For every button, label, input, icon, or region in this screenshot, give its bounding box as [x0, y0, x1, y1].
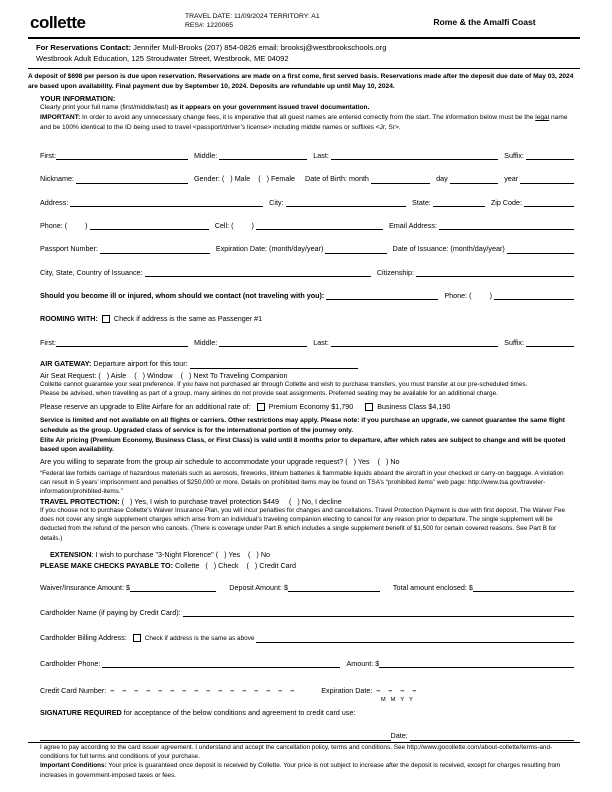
first-name-label: First:	[40, 337, 56, 347]
suffix-label: Suffix:	[504, 150, 526, 160]
address-row	[40, 198, 574, 207]
air-gateway-label: AIR GATEWAY:	[40, 359, 94, 369]
state-label: State:	[412, 197, 433, 207]
important-conditions-label: Important Conditions:	[40, 762, 107, 770]
elite-air-pricing-note: Elite Air pricing (Premium Economy, Business Class, or First Class) is valid until 8 months prior to departure, after which rates are subject to change and will be quoted based upon availability.	[40, 436, 566, 454]
waiver-amount-label: Waiver/Insurance Amount: $	[40, 582, 131, 592]
air-gateway-row	[40, 359, 574, 368]
emergency-contact-row	[40, 291, 574, 300]
charge-amount-field[interactable]	[379, 659, 574, 668]
cardholder-phone-label: Cardholder Phone:	[40, 658, 103, 668]
deposit-notice: A deposit of $698 per person is due upon reservation. Reservations are made on a first come, first served basis. Reservations made after the deposit due date of May 03, 2024 are based upon availability. Final payment due by September 10, 2024. Deposits are refundable up until May 10, 2024.	[28, 73, 574, 90]
citizenship-label: Citizenship:	[376, 267, 416, 277]
total-amount-field[interactable]	[473, 583, 574, 592]
card-expiration-field[interactable]	[376, 686, 417, 704]
passport-row	[40, 244, 574, 253]
federal-law-note: “Federal law forbids carriage of hazardous materials such as aerosols, fireworks, lithium batteries & flammable liquids aboard the aircraft in your checked or carry-on baggage. A violation can result in 5 years’ imprisonment and penalties of $250,000 or more. Details on prohibited items may be found on TSA’s “prohibited items” web page: http://www.tsa.gov/traveler-information/prohibited-items.”	[40, 469, 564, 496]
your-information-heading: YOUR INFORMATION:	[40, 93, 116, 103]
emergency-contact-label: Should you become ill or injured, whom should we contact (not traveling with you):	[40, 291, 327, 301]
important-pre: In order to avoid any unnecessary change fees, it is imperative that all guest names are entered correctly from the start. The information below must be the	[80, 114, 536, 122]
extension-row	[40, 550, 574, 559]
card-expiration-label: Expiration Date:	[321, 686, 377, 696]
emergency-phone-field[interactable]	[494, 291, 574, 300]
nickname-gender-dob-row	[40, 174, 574, 183]
business-class-label: Business Class $4,190	[377, 402, 451, 412]
signature-required-bold: SIGNATURE REQUIRED	[40, 708, 122, 718]
zip-label: Zip Code:	[490, 197, 524, 207]
seat-note-1: Collette cannot guarantee your seat preference. If you have not purchased air through Collette and wish to purchase transfers, you must transfer at our pre-scheduled times.	[40, 380, 528, 388]
departure-airport-field[interactable]	[190, 360, 358, 369]
rooming-with-label: ROOMING WITH:	[40, 314, 98, 324]
billing-address-label: Cardholder Billing Address:	[40, 633, 129, 643]
contact-info: Jennifer Mull-Brooks (207) 854-0826 email: brooksj@westbrookschools.org	[133, 43, 387, 53]
last-name-field[interactable]	[331, 151, 498, 160]
contact-line1	[36, 42, 580, 53]
cardholder-phone-row	[40, 659, 574, 668]
passenger2-name-row	[40, 338, 574, 347]
phone-field[interactable]	[90, 221, 209, 230]
passport-issuance-label: Date of Issuance: (month/day/year)	[392, 244, 507, 254]
billing-same-address-label: Check if address is the same as above	[144, 634, 257, 642]
phone-label: Phone: (	[40, 220, 68, 230]
important-note	[40, 113, 574, 133]
middle-name-label: Middle:	[194, 150, 220, 160]
travel-protection-options[interactable]: ( ) Yes, I wish to purchase travel protection $449 ( ) No, I decline	[121, 496, 342, 506]
passport-expiration-field[interactable]	[325, 245, 386, 254]
signature-required-rest: for acceptance of the below conditions and agreement to credit card use:	[121, 708, 356, 718]
last-name-label: Last:	[313, 337, 331, 347]
middle-name-label: Middle:	[194, 337, 220, 347]
billing-address-field[interactable]	[256, 634, 574, 643]
cell-field[interactable]	[256, 221, 383, 230]
business-class-checkbox[interactable]	[365, 403, 373, 411]
dob-day-label: day	[436, 174, 450, 184]
p2-first-name-field[interactable]	[56, 338, 188, 347]
total-amount-label: Total amount enclosed: $	[392, 582, 473, 592]
elite-upgrade-row	[40, 402, 574, 411]
deposit-amount-field[interactable]	[288, 583, 380, 592]
cardholder-name-row	[40, 608, 574, 617]
signature-required-heading	[40, 708, 574, 717]
print-name-bold: as it appears on your government issued travel documentation.	[170, 104, 370, 112]
email-field[interactable]	[439, 221, 574, 230]
card-agreement-text: I agree to pay according to the card issuer agreement. I understand and accept the cancellation policy, terms and conditions. See http://www.gocollette.com/about-collette/terms-and-conditions for full terms and conditions of your purchase.	[40, 743, 553, 761]
middle-name-field[interactable]	[219, 151, 307, 160]
reservations-contact-box	[28, 37, 580, 69]
air-seat-request-row[interactable]: Air Seat Request: ( ) Aisle ( ) Window ( ) Next To Traveling Companion	[40, 370, 288, 380]
passport-expiration-label: Expiration Date: (month/day/year)	[215, 244, 326, 254]
deposit-amount-label: Deposit Amount: $	[229, 582, 289, 592]
p2-last-name-field[interactable]	[331, 338, 498, 347]
suffix-label: Suffix:	[504, 337, 526, 347]
city-label: City:	[269, 197, 286, 207]
print-name-normal: Clearly print your full name (first/middle/last)	[40, 104, 171, 112]
checks-payable-options[interactable]: Collette ( ) Check ( ) Credit Card	[175, 561, 297, 571]
p2-suffix-field[interactable]	[526, 338, 574, 347]
checks-payable-label: PLEASE MAKE CHECKS PAYABLE TO:	[40, 561, 175, 571]
emergency-phone-paren: )	[489, 291, 494, 301]
collette-logo: collette	[30, 13, 86, 32]
email-label: Email Address:	[389, 220, 439, 230]
page-header	[30, 12, 574, 34]
last-name-label: Last:	[313, 150, 331, 160]
important-post: name and be 100% identical to the ID being used to travel <passport/driver’s license> including middle names or suffixes <Jr, Sr>.	[40, 114, 568, 132]
travel-protection-label: TRAVEL PROTECTION:	[40, 496, 122, 506]
elite-upgrade-label: Please reserve an upgrade to Elite Airfare for an additional rate of:	[40, 402, 253, 412]
credit-card-number-field[interactable]: – – – – – – – – – – – – – – – –	[110, 686, 296, 696]
cardholder-phone-field[interactable]	[102, 659, 340, 668]
passenger1-name-row	[40, 151, 574, 160]
expiration-dashes[interactable]: – – – –	[376, 686, 418, 696]
air-gateway-text: Departure airport for this tour:	[93, 359, 190, 369]
charge-amount-label: Amount: $	[346, 658, 380, 668]
dob-month-label: Date of Birth: month	[305, 174, 371, 184]
address-label: Address:	[40, 197, 71, 207]
dob-month-field[interactable]	[371, 175, 430, 184]
nickname-label: Nickname:	[40, 174, 76, 184]
travel-protection-note: If you choose not to purchase Collette’s Waiver Insurance Plan, you will incur penalties for changes and cancellations. Travel Protection Payment is due with first deposit. The Waiver Fee does not cover any single supplement charges which arise from an individual’s traveling companion electing to cancel for any reason prior to departure. The single supplement will be deducted from the refund of the person who cancels. (There is coverage under Part B which includes a single supplement benefit of $1,500 for certain covered reasons. See Part B for details.)	[40, 506, 566, 542]
passport-issuance-field[interactable]	[507, 245, 574, 254]
amounts-row	[40, 583, 574, 592]
passport-label: Passport Number:	[40, 244, 100, 254]
city-field[interactable]	[286, 198, 407, 207]
mmyy-hint: M M Y Y	[380, 696, 413, 703]
passport-field[interactable]	[100, 245, 210, 254]
billing-address-row	[40, 633, 574, 642]
dob-day-field[interactable]	[450, 175, 498, 184]
tour-title: Rome & the Amalfi Coast	[433, 17, 536, 27]
issuance-city-field[interactable]	[145, 268, 371, 277]
nickname-field[interactable]	[76, 175, 188, 184]
gender-options[interactable]: Gender: ( ) Male ( ) Female	[193, 174, 296, 184]
address-field[interactable]	[70, 198, 263, 207]
travel-date-territory: TRAVEL DATE: 11/09/2024 TERRITORY: A1	[185, 13, 320, 20]
credit-card-row	[40, 686, 574, 704]
emergency-contact-field[interactable]	[326, 291, 438, 300]
same-address-checkbox[interactable]	[102, 315, 110, 323]
signature-date-field[interactable]	[410, 732, 574, 741]
important-conditions-text: Your price is guaranteed once deposit is received by Collette. Your price is not subject to increase after the deposit is received, except for charges resulting from increases in government-imposed taxes or fees.	[40, 762, 561, 779]
p2-middle-name-field[interactable]	[219, 338, 307, 347]
phone-paren: )	[85, 220, 90, 230]
cell-label: Cell: (	[214, 220, 234, 230]
separate-schedule-question[interactable]: Are you willing to separate from the group air schedule to accommodate your upgrade request? ( ) Yes ( ) No	[40, 457, 400, 467]
phone-email-row	[40, 221, 574, 230]
reservation-number: RES#: 1220065	[185, 22, 233, 30]
important-label: IMPORTANT:	[40, 114, 81, 122]
emergency-phone-label: Phone: (	[444, 291, 472, 301]
signature-date-label: Date:	[390, 731, 410, 741]
billing-same-address-checkbox[interactable]	[133, 634, 141, 642]
premium-economy-checkbox[interactable]	[257, 403, 265, 411]
premium-economy-label: Premium Economy $1,790	[268, 402, 354, 412]
cardholder-name-label: Cardholder Name (if paying by Credit Card):	[40, 608, 183, 618]
legal-word: legal	[535, 114, 550, 122]
same-address-checkbox-label: Check if address is the same as Passenger #1	[113, 314, 263, 324]
contact-label: For Reservations Contact:	[36, 43, 134, 53]
reservation-meta	[185, 12, 395, 30]
extension-label: EXTENSION	[50, 550, 92, 560]
first-name-label: First:	[40, 150, 56, 160]
waiver-amount-field[interactable]	[130, 583, 216, 592]
travel-protection-row	[40, 497, 574, 506]
rooming-with-row	[40, 314, 574, 323]
signature-row	[40, 731, 574, 740]
state-field[interactable]	[433, 198, 485, 207]
signature-field[interactable]	[40, 732, 391, 741]
print-name-instruction	[40, 103, 574, 113]
service-limited-note: Service is limited and not available on all flights or carriers. Other restrictions may apply. Please note: if you purchase an upgrade, we cannot guarantee the same flight schedule as the group. Upgraded class of service is for the international portion of the journey only.	[40, 416, 565, 434]
contact-line2: Westbrook Adult Education, 125 Stroudwater Street, Westbrook, ME 04092	[36, 54, 289, 64]
important-conditions	[40, 761, 574, 780]
checks-payable-row	[40, 561, 574, 570]
suffix-field[interactable]	[526, 151, 574, 160]
dob-year-label: year	[504, 174, 521, 184]
seat-note-2: Please be advised, when travelling as part of a group, many airlines do not provide seat assignments. Preferred seating may be available for an additional charge.	[40, 390, 498, 398]
citizenship-field[interactable]	[416, 268, 574, 277]
issuance-city-label: City, State, Country of Issuance:	[40, 267, 145, 277]
extension-options[interactable]: : I wish to purchase "3-Night Florence" ( ) Yes ( ) No	[91, 550, 271, 560]
zip-field[interactable]	[524, 198, 574, 207]
dob-year-field[interactable]	[520, 175, 574, 184]
cell-paren: )	[251, 220, 256, 230]
cardholder-name-field[interactable]	[183, 608, 574, 617]
issuance-citizenship-row	[40, 268, 574, 277]
credit-card-number-label: Credit Card Number:	[40, 686, 111, 696]
first-name-field[interactable]	[56, 151, 188, 160]
